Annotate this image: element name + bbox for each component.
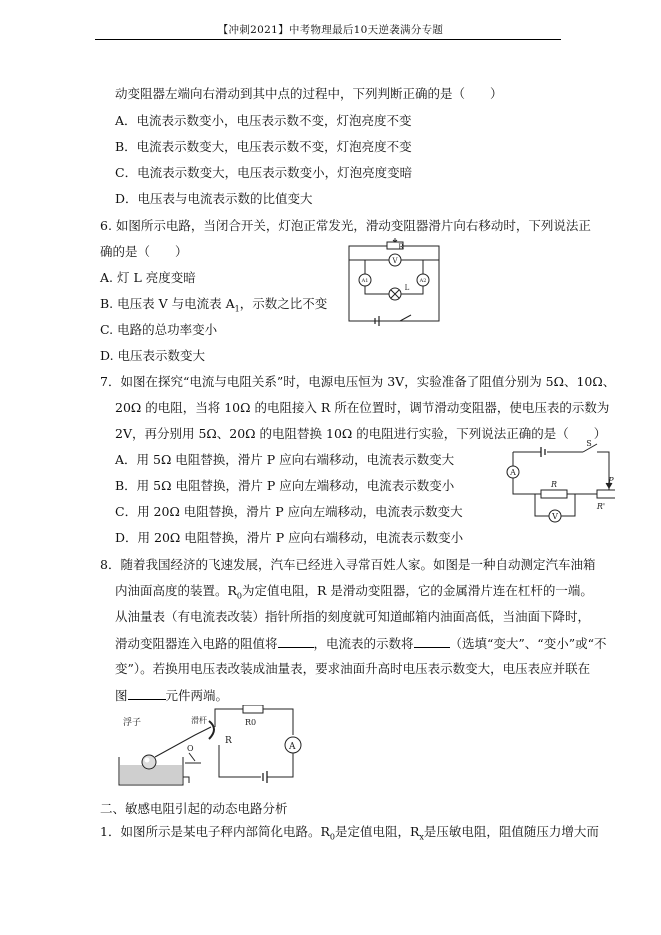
q8-stem-line1: 8．随着我国经济的飞速发展，汽车已经进入寻常百姓人家。如图是一种自动测定汽车油箱	[100, 557, 596, 572]
q7-label-Rprime: R'	[596, 502, 606, 511]
q7-stem-line2: 20Ω 的电阻，当将 10Ω 的电阻接入 R 所在位置时，调节滑动变阻器，使电压表的示数为	[115, 400, 610, 415]
q6-label-V: V	[392, 257, 398, 265]
q6-label-A1: A1	[361, 278, 369, 284]
q6-option-a: A. 灯 L 亮度变暗	[100, 270, 196, 285]
q8-stem-line6: 图 元件两端。	[115, 688, 229, 703]
q8-label-R0: R0	[245, 718, 257, 727]
q9-stem: 1．如图所示是某电子秤内部简化电路。$R_0$是定值电阻，$R_x$是压敏电阻，阻值随压力增大而	[100, 824, 599, 842]
q8-label-O: O	[187, 744, 194, 753]
page-header: 【冲刺2021】中考物理最后10天逆袭满分专题	[217, 24, 444, 36]
header-rule	[95, 39, 561, 40]
q7-option-c: C．用 20Ω 电阻替换，滑片 P 应向左端移动，电流表示数变大	[115, 504, 463, 519]
q8-stem-line4: 滑动变阻器连入电路的阻值将 ，电流表的示数将 （选填“变大”、“变小”或“不	[115, 636, 607, 651]
q7-label-R: R	[550, 480, 558, 489]
q6-option-d: D. 电压表示数变大	[100, 348, 206, 363]
q7-stem-line3: 2V，再分别用 5Ω、20Ω 的电阻替换 10Ω 的电阻进行实验，下列说法正确的是（ ）	[115, 426, 607, 441]
q5-option-d: D．电压表与电流表示数的比值变大	[115, 191, 313, 206]
q8-fuel-gauge-figure	[115, 705, 310, 790]
q5-option-a: A．电流表示数变小，电压表示数不变，灯泡亮度不变	[115, 113, 412, 128]
q8-label-float: 浮子	[123, 718, 142, 728]
q7-label-A: A	[510, 468, 516, 477]
q8-blank-2[interactable]	[414, 635, 450, 648]
q5-option-c: C．电流表示数变大，电压表示数变小，灯泡亮度变暗	[115, 165, 413, 180]
q8-blank-3[interactable]	[128, 687, 166, 700]
q6-label-L: L	[404, 284, 410, 292]
q6-option-b: B. 电压表 V 与电流表 $A_1$，示数之比不变	[100, 296, 328, 314]
q8-label-lever: 滑杆	[191, 716, 207, 725]
q7-label-P: P	[608, 476, 614, 485]
q7-option-a: A．用 5Ω 电阻替换，滑片 P 应向右端移动，电流表示数变大	[115, 452, 455, 467]
q7-option-b: B．用 5Ω 电阻替换，滑片 P 应向左端移动，电流表示数变小	[115, 478, 455, 493]
q6-option-c: C. 电路的总功率变小	[100, 322, 218, 337]
q6-circuit-figure	[345, 238, 445, 328]
section-2-title: 二、敏感电阻引起的动态电路分析	[100, 801, 288, 816]
q5-stem-tail: 动变阻器左端向右滑动到其中点的过程中，下列判断正确的是（ ）	[115, 86, 503, 101]
q8-label-A: A	[289, 742, 296, 752]
q6-label-R: R	[398, 243, 404, 251]
q7-label-V: V	[552, 512, 558, 521]
q8-label-R: R	[225, 736, 232, 746]
q6-stem-line2: 确的是（ ）	[100, 244, 188, 259]
q5-option-b: B．电流表示数变大，电压表示数不变，灯泡亮度不变	[115, 139, 412, 154]
q8-blank-1[interactable]	[278, 635, 314, 648]
q6-stem-line1: 6. 如图所示电路，当闭合开关，灯泡正常发光，滑动变阻器滑片向右移动时，下列说法正	[100, 218, 591, 233]
q7-option-d: D．用 20Ω 电阻替换，滑片 P 应向右端移动，电流表示数变小	[115, 530, 464, 545]
q8-stem-line3: 从油量表（有电流表改装）指针所指的刻度就可知道邮箱内油面高低，当油面下降时，	[115, 609, 591, 624]
q6-label-A2: A2	[419, 278, 427, 284]
q8-stem-line2: 内油面高度的装置。$R_0$为定值电阻，R 是滑动变阻器，它的金属滑片连在杠杆的一端。	[115, 583, 593, 601]
q7-circuit-figure	[505, 438, 615, 528]
q8-stem-line5: 变”）。若换用电压表改装成油量表，要求油面升高时电压表示数变大，电压表应并联在	[115, 661, 591, 676]
q7-label-S: S	[586, 439, 592, 448]
q7-stem-line1: 7．如图在探究“电流与电阻关系”时，电源电压恒为 3V，实验准备了阻值分别为 5Ω、10Ω、	[100, 374, 616, 389]
